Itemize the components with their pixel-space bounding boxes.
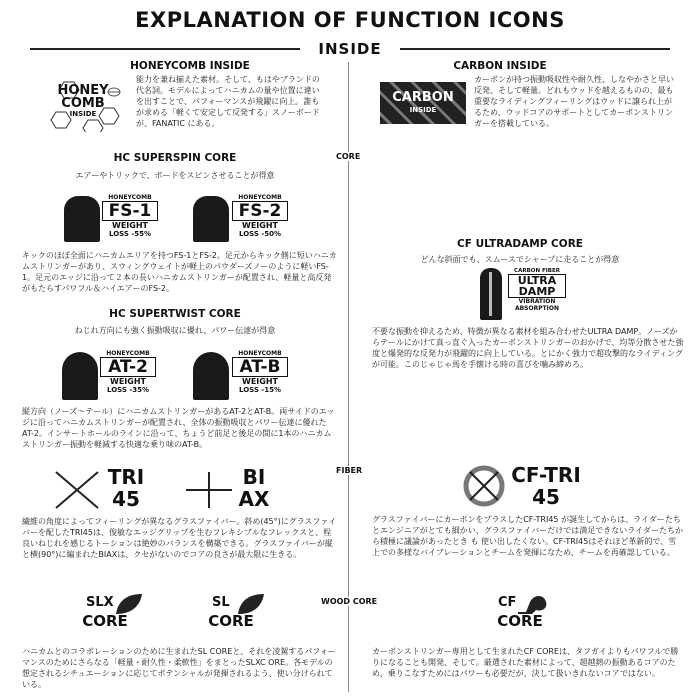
fs2-name: FS-2 [232, 201, 288, 221]
carbon-text: カーボンが持つ振動吸収性や耐久性、しなやかさと早い反発、そして軽量。どれもウッドを越えるものの、最も重要なライディングフィーリングはウッドに譲られ上がるため、ウッドコアのサポートとしてカーボンストリンガーを搭載している。 [474, 75, 674, 128]
fs1-name: FS-1 [102, 201, 158, 221]
atb-top: HONEYCOMB [238, 350, 282, 357]
ultradamp-badge-4: ABSORPTION [514, 305, 560, 312]
biax-line1: BI [242, 465, 266, 489]
section-inside-label: INSIDE [318, 40, 382, 58]
ultradamp-subtitle: どんな斜面でも、スムースでシャープに走ることが得意 [420, 255, 620, 264]
cftri45-text: グラスファイバーにカーボンをプラスしたCF-TRI45 が誕生してからは、ライダーたちとエンジニアがとても細かい、グラスファイバーだけでは満足できないライダーたちから積極に議論があったとき も 使い出したくない。CF-TRI45はそれほど革新的で、雪上での多様なバイブレーションとチームを発揮になため、チームを再確認している。 [372, 515, 683, 557]
tri45-line2: 45 [112, 487, 140, 511]
biax-plus-icon [184, 468, 234, 512]
ultradamp-stringer [489, 272, 492, 316]
honeycomb-logo-line2: COMB [61, 96, 105, 111]
carbon-logo-line1: CARBON [392, 90, 454, 105]
supertwist-subtitle: ねじれ方向にも強く振動吸収に優れ、パワー伝達が得意 [74, 326, 276, 335]
cf-line2: CORE [497, 612, 543, 630]
ultradamp-badge [508, 268, 566, 312]
fs1-top: HONEYCOMB [108, 194, 152, 201]
ultradamp-board-icon [480, 268, 502, 320]
category-core: CORE [333, 152, 363, 161]
ultradamp-badge-top: CARBON FIBER [514, 268, 560, 274]
cftri45-line1: CF-TRI [511, 463, 581, 487]
fs1-board-icon [64, 196, 100, 242]
fs2-top: HONEYCOMB [238, 194, 282, 201]
cf-core-label [490, 594, 550, 630]
ultradamp-text: 不要な振動を抑えるため、特徴が異なる素材を組み合わせたULTRA DAMP。ノーズからテールにかけて真っ直ぐ入ったカーボンストリンガーのおかげで、均等分散させた強度と爆発的な反発力が飛躍的に向上している。とにかく強力で超攻撃的なライディングが可能。このじゃじゃ馬を手懐ける時の喜びを噛み締めろ。 [372, 327, 684, 369]
fs2-weight: WEIGHT [242, 221, 278, 230]
tri45-label [104, 466, 148, 510]
carbon-heading: CARBON INSIDE [453, 60, 547, 72]
honeycomb-text: 能力を兼ね揃えた素材。そして、もはやブランドの代名詞。モデルによってハニカムの量や位置に違いを出すことで、パフォーマンスが飛躍に向上。誰もが求める「軽くて安定して反発する」スノーボードが、FANATIC にある。 [136, 75, 320, 128]
category-wood-core: WOOD CORE [318, 597, 380, 606]
at2-name: AT-2 [100, 357, 156, 377]
wood-core-text: ハニカムとのコラボレーションのために生まれたSL COREと、それを凌駕するパフォーマンスのためにさらなる「軽量・耐久性・柔軟性」をまとったSLXC ORE。各モデルの想定されるシチュエーションに応じてポテンシャルが発揮されるよう、使い分けられている。 [22, 647, 336, 689]
fs2-board-icon [193, 196, 229, 242]
supertwist-heading: HC SUPERTWIST CORE [109, 308, 241, 320]
slx-core-label [80, 594, 130, 630]
fs2-loss: LOSS -50% [238, 230, 282, 238]
superspin-subtitle: エアーやトリックで、ボードをスピンさせることが得意 [75, 171, 275, 180]
slx-line1: SLX [86, 595, 114, 610]
ultradamp-badge-3: VIBRATION [518, 298, 556, 305]
atb-badge [232, 350, 288, 394]
fiber-text: 繊維の角度によってフィーリングが異なるグラスファイバー。斜め(45°)にグラスファイバーを配したTRI45は、俊敏なエッジグリップを生むフレキシブルなフレックスと、程良いねじれを感じるトーションは絶妙のバランスを構築できる。グラスファイバーが縦と横(90°)に編まれたBIAXは、クセがないのでコアの良さが最大限に生きる。 [22, 517, 337, 559]
at2-top: HONEYCOMB [106, 350, 150, 357]
superspin-text: キックのほぼ全面にハニカムエリアを持つFS-1とFS-2。足元からキック側に短いハニカムストリンガーがあり、スウィングウェイトが軽上のパウダーズノーのように軽いFS-1。足元のエッジに沿って２本の長いハニカムストリンガーが配置され、軽量と高反発がもたらすパワフル＆ハイエアーのFS-2。 [22, 251, 337, 293]
cf-core-text: カーボンストリンガー専用として生まれたCF COREは、タフガイよりもパワフルで勝りになることも開発、そして。厳選された素材によって、超越熱の振動あるコアのため、乗りこなすためにはパワーも必要だが、決して扱いきれないコアではない。 [372, 647, 679, 678]
fs2-badge [232, 194, 288, 238]
ultradamp-heading: CF ULTRADAMP CORE [457, 238, 583, 250]
at2-loss: LOSS -35% [106, 386, 150, 394]
tri45-cross-icon [52, 468, 102, 512]
honeycomb-heading: HONEYCOMB INSIDE [130, 60, 250, 72]
sl-line1: SL [212, 595, 230, 610]
tri45-line1: TRI [107, 465, 145, 489]
at2-weight: WEIGHT [110, 377, 146, 386]
sl-line2: CORE [208, 612, 254, 630]
atb-weight: WEIGHT [242, 377, 278, 386]
page-title: EXPLANATION OF FUNCTION ICONS [135, 8, 565, 32]
biax-line2: AX [238, 487, 270, 511]
honeycomb-logo-line1: HONEY [57, 83, 109, 98]
cftri45-line2: 45 [532, 485, 560, 509]
slx-line2: CORE [82, 612, 128, 630]
ultradamp-badge-1: ULTRA [517, 274, 557, 287]
fs1-weight: WEIGHT [112, 221, 148, 230]
supertwist-text: 縦方向（ノーズ〜テール）にハニカムストリンガーがあるAT-2とAT-B。両サイドのエッジに沿ってハニカムストリンガーが配置され、全体の振動吸収とパワー伝達に優れたAT-2。インサートホールのラインに沿って、ちょうど前足と後足の間に1本のハニカムストリンガー振動を軽減する快適な乗り味のAT-B。 [22, 407, 335, 449]
fs1-loss: LOSS -55% [108, 230, 152, 238]
carbon-logo-line2: INSIDE [409, 106, 437, 114]
ultradamp-badge-2: DAMP [518, 285, 556, 298]
cftri45-icon [462, 464, 506, 508]
honeycomb-logo-line3: INSIDE [69, 110, 97, 118]
atb-name: AT-B [232, 357, 288, 377]
cftri45-label [506, 464, 586, 508]
category-fiber: FIBER [333, 466, 365, 475]
atb-loss: LOSS -15% [238, 386, 282, 394]
at2-board-icon [62, 352, 98, 400]
fs1-badge [102, 194, 158, 238]
sl-core-label [206, 594, 256, 630]
cf-line1: CF [498, 595, 517, 610]
honeycomb-logo [48, 78, 128, 132]
biax-label [232, 466, 276, 510]
atb-board-icon [193, 352, 229, 400]
at2-badge [100, 350, 156, 394]
superspin-heading: HC SUPERSPIN CORE [113, 152, 237, 164]
carbon-logo [380, 82, 466, 124]
